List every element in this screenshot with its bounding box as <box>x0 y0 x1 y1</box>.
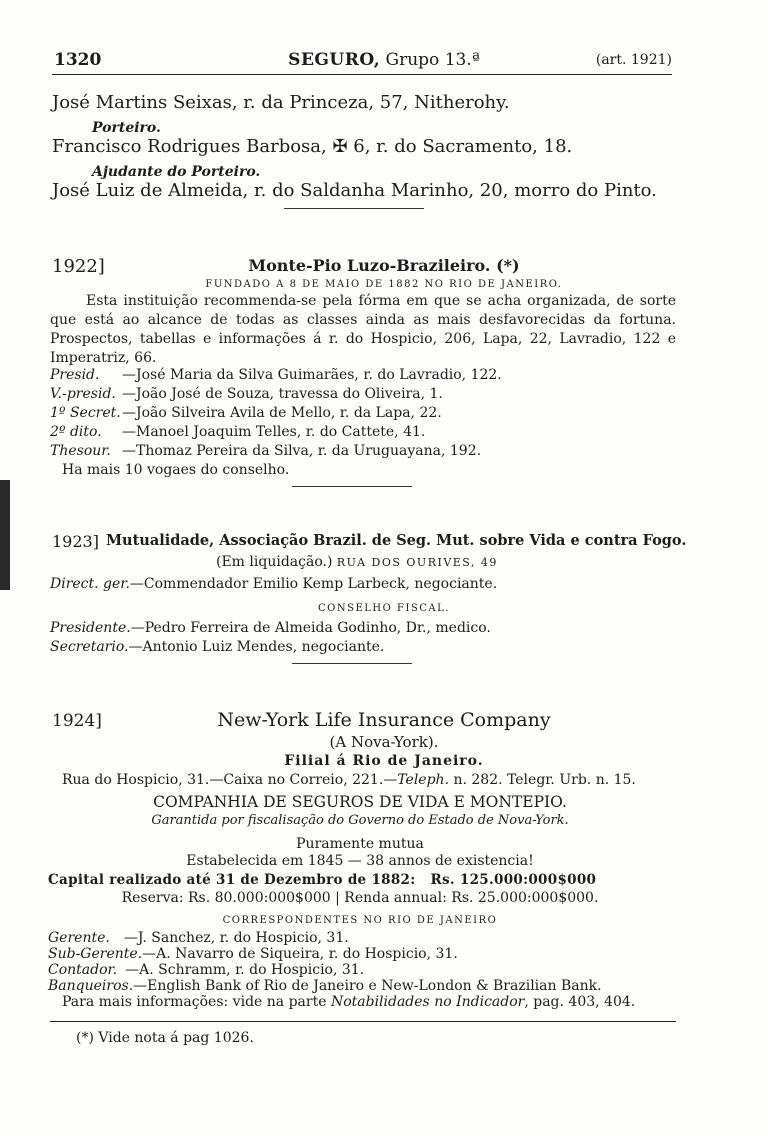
section-ref: (art. 1921) <box>595 52 672 68</box>
officer-text: —João Silveira Avila de Mello, r. da Lapa, 22. <box>122 405 442 421</box>
entry-number: 1924] <box>52 711 102 731</box>
entry-title: New-York Life Insurance Company <box>217 709 551 731</box>
reserve-line: Reserva: Rs. 80.000:000$000 | Renda annual: Rs. 25.000:000$000. <box>121 890 599 906</box>
running-title-group: Grupo 13.ª <box>385 50 480 70</box>
officer-role: Presid. <box>50 367 100 383</box>
director-text: —Commendador Emilio Kemp Larbeck, negociante. <box>129 576 498 592</box>
separator <box>292 663 412 664</box>
capital-value: Rs. 125.000:000$000 <box>430 872 597 888</box>
correspondent-role: Gerente. <box>48 930 110 946</box>
correspondent-role: Banqueiros. <box>48 978 134 994</box>
council-row <box>50 639 384 655</box>
page-number: 1320 <box>54 50 102 70</box>
correspondent-row <box>48 962 364 978</box>
officer-row <box>50 367 502 383</box>
entry-note: Ha mais 10 vogaes do conselho. <box>62 462 290 478</box>
separator <box>292 486 412 487</box>
branch-line: Filial á Rio de Janeiro. <box>284 753 484 769</box>
council-row <box>50 620 491 636</box>
header-rule <box>52 74 672 75</box>
director-role: Direct. ger. <box>50 576 130 592</box>
officer-role: 2º dito. <box>50 424 102 440</box>
officer-text: —João José de Souza, travessa do Oliveira, 1. <box>122 386 443 402</box>
entry-title: Monte-Pio Luzo-Brazileiro. (*) <box>248 256 520 275</box>
role-label: Porteiro. <box>92 120 161 136</box>
entry-paragraph: Esta instituição recommenda-se pela fórma em que se acha organizada, de sorte que está ao alcance de todas as classes ainda as mais desfavorecidas da fortuna. Prospectos, tabellas e informações á r. do Hospicio, 206, Lapa, 22, Lavradio, 122 e Imperatriz, 66. <box>50 293 676 366</box>
more-info-part: Para mais informações: vide na parte <box>62 994 331 1010</box>
liquidation-note: (Em liquidação.) <box>216 554 333 570</box>
footnote-rule <box>50 1021 676 1022</box>
officer-role: V.-presid. <box>50 386 116 402</box>
officer-row <box>50 386 443 402</box>
correspondent-row <box>48 946 458 962</box>
correspondent-row <box>48 930 349 946</box>
more-info-ref: Notabilidades no Indicador <box>330 994 525 1010</box>
entry-address: RUA DOS OURIVES, 49 <box>336 556 498 569</box>
guarantee-line: Garantida por fiscalisação do Governo do Estado de Nova-York. <box>151 813 569 828</box>
officer-row <box>50 405 442 421</box>
officer-text: —Thomaz Pereira da Silva, r. da Uruguayana, 192. <box>122 443 482 459</box>
footnote: (*) Vide nota á pag 1026. <box>76 1030 254 1046</box>
binding-edge <box>0 480 10 590</box>
more-info-part: , pag. 403, 404. <box>524 994 636 1010</box>
address-part: n. 282. Telegr. Urb. n. 15. <box>449 772 636 788</box>
mutual-line: Puramente mutua <box>296 836 424 852</box>
address-line <box>62 772 636 788</box>
correspondent-text: —J. Sanchez, r. do Hospicio, 31. <box>123 930 349 946</box>
correspondent-text: —A. Schramm, r. do Hospicio, 31. <box>125 962 365 978</box>
correspondent-text: —A. Navarro de Siqueira, r. do Hospicio, 31. <box>142 946 458 962</box>
person-entry: Francisco Rodrigues Barbosa, ✠ 6, r. do Sacramento, 18. <box>52 136 573 157</box>
capital-label: Capital realizado até 31 de Dezembro de 1882: <box>48 872 416 888</box>
correspondent-row <box>48 978 602 994</box>
entry-number: 1923] <box>52 532 99 551</box>
correspondent-text: —English Bank of Rio de Janeiro e New-London & Brazilian Bank. <box>133 978 602 994</box>
entry-number: 1922] <box>52 256 105 277</box>
teleph-abbr: Teleph. <box>397 772 450 788</box>
officer-row <box>50 443 481 459</box>
founded-line: FUNDADO A 8 DE MAIO DE 1882 NO RIO DE JANEIRO. <box>205 279 563 290</box>
correspondent-role: Contador. <box>48 962 118 978</box>
officer-role: 1º Secret. <box>50 405 121 421</box>
established-line: Estabelecida em 1845 — 38 annos de existencia! <box>186 853 534 869</box>
capital-line <box>48 872 596 888</box>
role-label: Ajudante do Porteiro. <box>92 164 261 180</box>
officer-role: Thesour. <box>50 443 111 459</box>
correspondent-role: Sub-Gerente. <box>48 946 143 962</box>
officer-row <box>50 424 425 440</box>
person-entry: José Martins Seixas, r. da Princeza, 57, Nitherohy. <box>52 92 510 113</box>
council-text: —Pedro Ferreira de Almeida Godinho, Dr., medico. <box>130 620 491 636</box>
separator <box>284 208 424 209</box>
company-type: COMPANHIA DE SEGUROS DE VIDA E MONTEPIO. <box>153 793 567 811</box>
correspondents-heading: CORRESPONDENTES NO RIO DE JANEIRO <box>222 915 498 926</box>
officer-text: —José Maria da Silva Guimarães, r. do Lavradio, 122. <box>122 367 502 383</box>
council-text: —Antonio Luiz Mendes, negociante. <box>128 639 385 655</box>
council-role: Presidente. <box>50 620 131 636</box>
running-title-main: SEGURO, <box>288 50 381 70</box>
entry-title: Mutualidade, Associação Brazil. de Seg. Mut. sobre Vida e contra Fogo. <box>106 532 687 549</box>
entry-subtitle <box>216 554 498 570</box>
address-part: Rua do Hospicio, 31.—Caixa no Correio, 221.— <box>62 772 398 788</box>
council-heading: CONSELHO FISCAL. <box>318 603 450 614</box>
council-role: Secretario. <box>50 639 129 655</box>
more-info-line <box>62 994 635 1010</box>
director-row <box>50 576 497 592</box>
person-entry: José Luiz de Almeida, r. do Saldanha Marinho, 20, morro do Pinto. <box>52 180 657 201</box>
entry-origin: (A Nova-York). <box>329 733 439 751</box>
officer-text: —Manoel Joaquim Telles, r. do Cattete, 41. <box>122 424 426 440</box>
